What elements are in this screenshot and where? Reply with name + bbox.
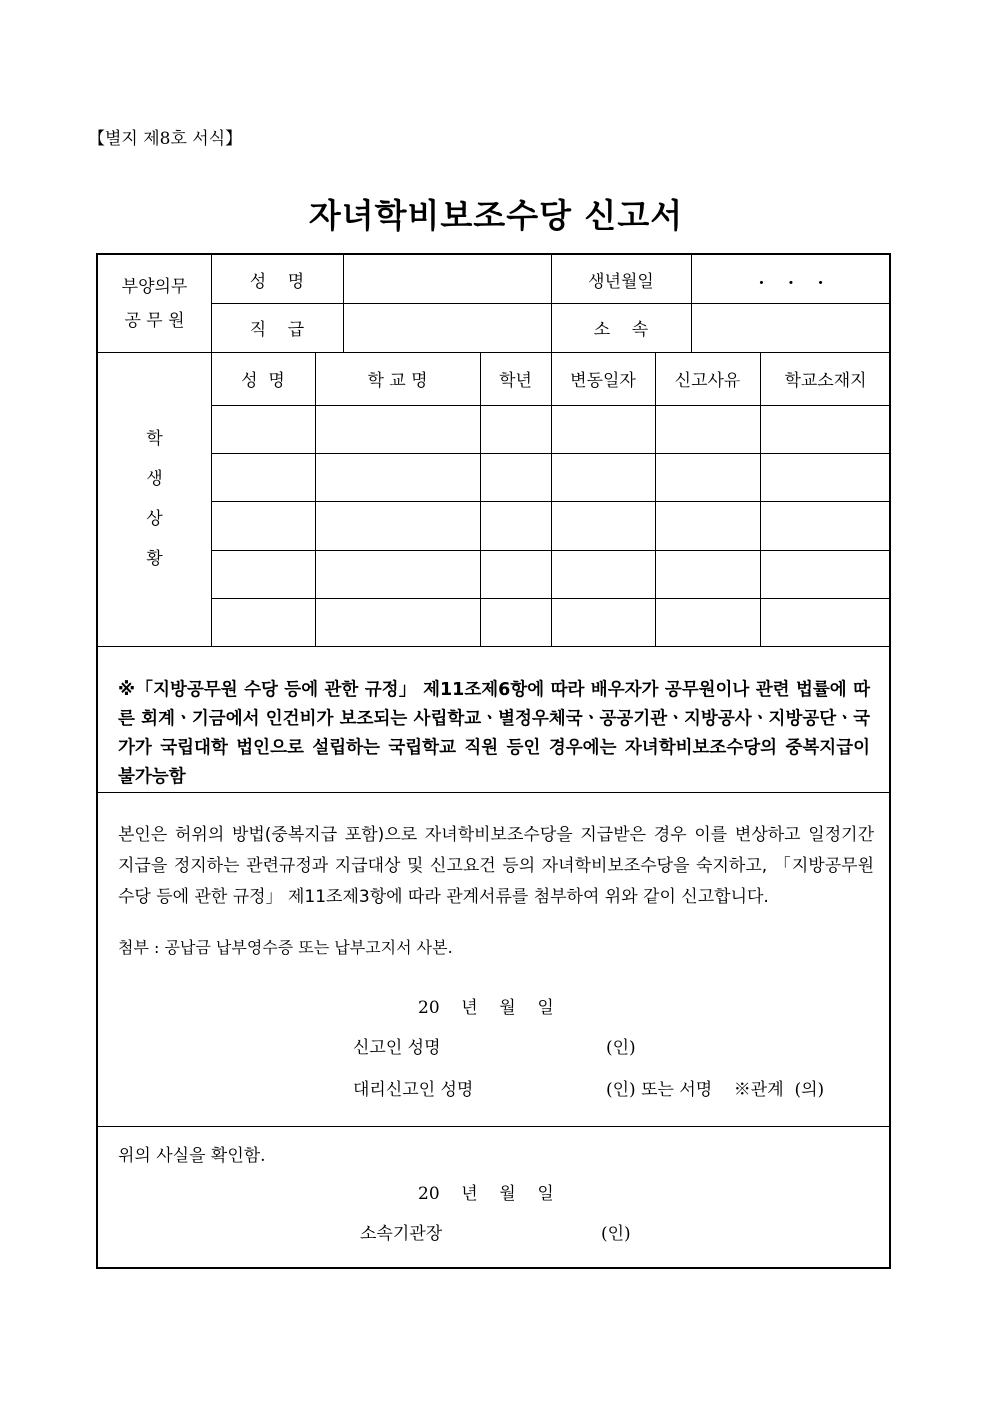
official-section-label-line1: 부양의무 (121, 276, 188, 297)
duplicate-payment-notice: ※「지방공무원 수당 등에 관한 규정」 제11조제6항에 따라 배우자가 공무원이나 관련 법률에 따른 회계ㆍ기금에서 인건비가 보조되는 사립학교ㆍ별정우체국ㆍ공공기관ㆍ지방공사ㆍ지방공단ㆍ국가가 국립대학 법인으로 설립하는 국립학교 직원 등인 경우에는 자녀학비보조수당의 중복지급이 불가능함 (118, 680, 870, 787)
student-label-char: 상 (146, 509, 163, 529)
row-divider (211, 405, 891, 406)
student-label-char: 학 (146, 429, 163, 449)
row-divider (211, 501, 891, 502)
rank-field[interactable] (343, 303, 551, 352)
header-grade: 학년 (499, 371, 532, 391)
attachment-note: 첨부 : 공납금 납부영수증 또는 납부고지서 사본. (118, 938, 453, 957)
official-section-label (98, 255, 211, 352)
section-divider (98, 1126, 889, 1127)
student-label-char: 생 (146, 469, 163, 489)
department-label: 소 속 (593, 320, 649, 340)
proxy-reporter-name-label: 대리신고인 성명 (353, 1080, 474, 1100)
rank-label: 직 급 (249, 320, 305, 340)
report-form (96, 253, 891, 1269)
agency-head-seal[interactable]: (인) (601, 1224, 631, 1244)
reporter-seal[interactable]: (인) (606, 1038, 636, 1058)
student-label-char: 황 (146, 549, 163, 569)
official-name-label: 성 명 (249, 271, 305, 292)
pledge-statement: 본인은 허위의 방법(중복지급 포함)으로 자녀학비보조수당을 지급받은 경우 이를 변상하고 일정기간 지급을 정지하는 관련규정과 지급대상 및 신고요건 등의 자녀학비보조수당을 숙지하고, 「지방공무원 수당 등에 관한 규정」 제11조제3항에 따라 관계서류를 첨부하여 위와 같이 신고합니다. (118, 825, 874, 907)
official-section-label-line2: 공 무 원 (124, 310, 185, 331)
header-school-location: 학교소재지 (784, 371, 867, 391)
row-divider (211, 598, 891, 599)
confirmation-date: 20 년 월 일 (418, 1184, 554, 1204)
agency-head-label: 소속기관장 (360, 1224, 443, 1244)
form-number-label: 【별지 제8호 서식】 (88, 129, 243, 149)
header-change-date: 변동일자 (570, 371, 636, 391)
header-report-reason: 신고사유 (674, 371, 741, 391)
section-divider (98, 646, 889, 647)
row-divider (211, 550, 891, 551)
report-date: 20 년 월 일 (418, 998, 554, 1018)
birth-date-label: 생년월일 (588, 271, 654, 292)
header-student-name: 성 명 (241, 371, 285, 391)
official-name-field[interactable] (343, 255, 551, 303)
department-field[interactable] (691, 303, 891, 352)
row-divider (211, 453, 891, 454)
birth-date-field[interactable]: . . . (758, 269, 824, 289)
header-school-name: 학 교 명 (367, 371, 428, 391)
student-section-label (98, 352, 211, 646)
form-title: 자녀학비보조수당 신고서 (308, 196, 684, 235)
section-divider (98, 792, 889, 793)
proxy-seal-signature[interactable]: (인) 또는 서명 ※관계 (의) (606, 1080, 825, 1100)
confirmation-statement: 위의 사실을 확인함. (118, 1146, 266, 1166)
reporter-name-label: 신고인 성명 (353, 1038, 441, 1058)
